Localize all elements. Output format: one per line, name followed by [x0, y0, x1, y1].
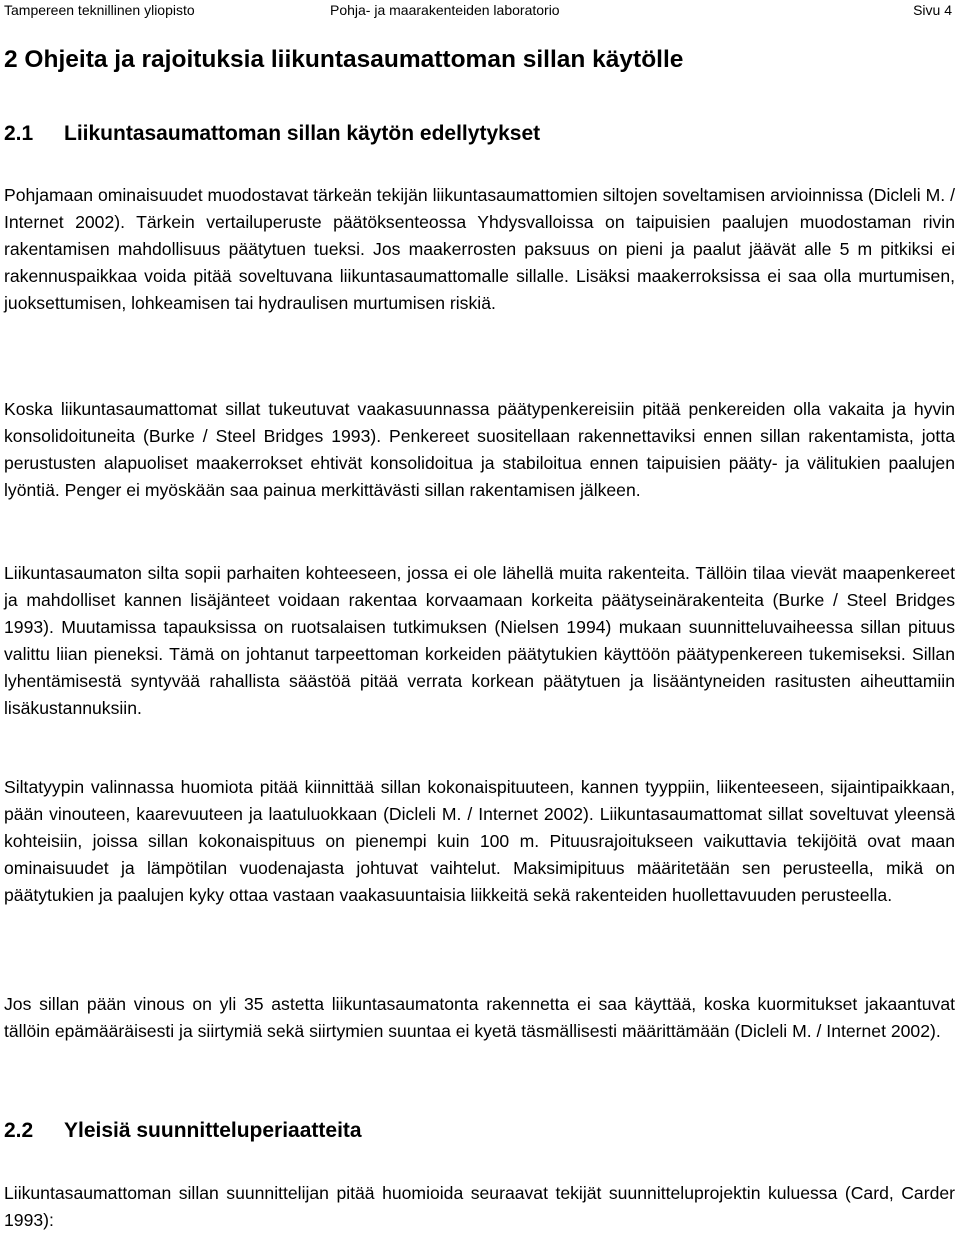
header-page-number: Sivu 4	[913, 2, 952, 18]
section-number: 2.2	[4, 1119, 34, 1142]
paragraph: Siltatyypin valinnassa huomiota pitää kiinnittää sillan kokonaispituuteen, kannen tyyppiin, liikenteeseen, sijaintipaikkaan, pään vinouteen, kaarevuuteen ja laatuluokkaan (Dicleli M. / Internet 2002). Liikuntasaumattomat sillat soveltuvat yleensä kohteisiin, joissa sillan kokonaispituus on pienempi kuin 100 m. Pituusrajoitukseen vaikuttavia tekijöitä ovat maan ominaisuudet ja lämpötilan vuodenajasta johtuvat vaihtelut. Maksimipituus määritetään sen perusteella, mikä on päätytukien ja paalujen kyky ottaa vastaan vaakasuuntaisia liikkeitä sekä rakenteiden huollettavuuden perusteella.	[4, 777, 955, 905]
running-header	[4, 0, 952, 20]
section-title: Yleisiä suunnitteluperiaatteita	[64, 1119, 362, 1142]
section-heading-2-2	[4, 1117, 362, 1145]
paragraph: Koska liikuntasaumattomat sillat tukeutuvat vaakasuunnassa päätypenkereisiin pitää penkereiden olla vakaita ja hyvin konsolidoituneita (Burke / Steel Bridges 1993). Penkereet suositellaan rakennettaviksi ennen sillan rakentamista, jotta perustusten alapuoliset maakerrokset ehtivät konsolidoitua ja stabiloitua ennen taipuisien pääty- ja välitukien paalujen lyöntiä. Penger ei myöskään saa painua merkittävästi sillan rakentamisen jälkeen.	[4, 399, 955, 500]
paragraph: Liikuntasaumattoman sillan suunnittelijan pitää huomioida seuraavat tekijät suunnitteluprojektin kuluessa (Card, Carder 1993):	[4, 1183, 955, 1230]
header-university: Tampereen teknillinen yliopisto	[4, 2, 195, 18]
chapter-title: 2 Ohjeita ja rajoituksia liikuntasaumattoman sillan käytölle	[4, 46, 684, 73]
paragraph: Liikuntasaumaton silta sopii parhaiten kohteeseen, jossa ei ole lähellä muita rakenteita. Tällöin tilaa vievät maapenkereet ja mahdolliset kannen lisäjänteet voidaan rakentaa korvaamaan korkeita päätyseinärakenteita (Burke / Steel Bridges 1993). Muutamissa tapauksissa on ruotsalaisen tutkimuksen (Nielsen 1994) mukaan suunnitteluvaiheessa sillan pituus valittu liian pieneksi. Tämä on johtanut tarpeettoman korkeiden päätytukien käyttöön päätypenkereen tukemiseksi. Sillan lyhentämisestä syntyvää rahallista säästöä pitää verrata korkean päätytuen ja lisääntyneiden rasitusten aiheuttamiin lisäkustannuksiin.	[4, 563, 955, 718]
section-number: 2.1	[4, 122, 34, 145]
header-laboratory: Pohja- ja maarakenteiden laboratorio	[330, 2, 560, 18]
section-heading-2-1	[4, 120, 540, 148]
paragraph: Jos sillan pään vinous on yli 35 astetta liikuntasaumatonta rakennetta ei saa käyttää, koska kuormitukset jakaantuvat tällöin epämääräisesti ja siirtymiä sekä siirtymien suuntaa ei kyetä täsmällisesti määrittämään (Dicleli M. / Internet 2002).	[4, 994, 955, 1041]
section-title: Liikuntasaumattoman sillan käytön edellytykset	[64, 122, 541, 145]
paragraph: Pohjamaan ominaisuudet muodostavat tärkeän tekijän liikuntasaumattomien siltojen soveltamisen arvioinnissa (Dicleli M. / Internet 2002). Tärkein vertailuperuste päätöksenteossa Yhdysvalloissa on taipuisien paalujen muodostaman rivin rakentamisen mahdollisuus päätytuen tueksi. Jos maakerrosten paksuus on pieni ja paalut jäävät alle 5 m pitkiksi ei rakennuspaikkaa voida pitää soveltuvana liikuntasaumattomalle sillalle. Lisäksi maakerroksissa ei saa olla murtumisen, juoksettumisen, lohkeamisen tai hydraulisen murtumisen riskiä.	[4, 185, 955, 313]
